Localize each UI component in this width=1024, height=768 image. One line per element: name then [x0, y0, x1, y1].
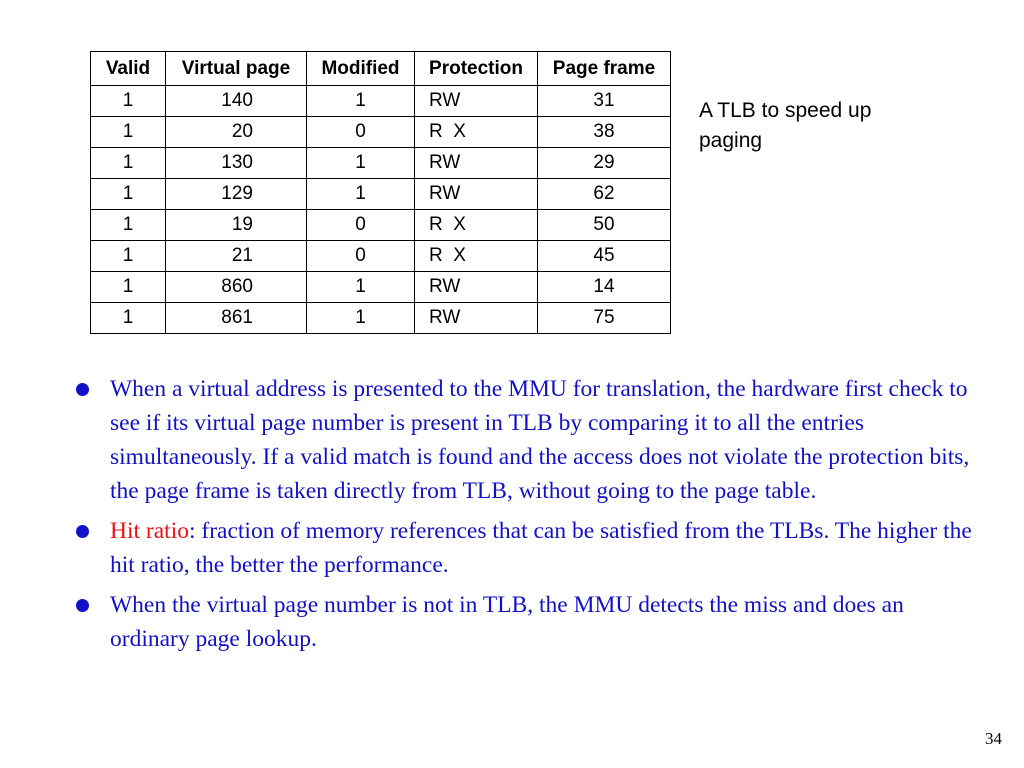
bullet-item	[72, 372, 987, 508]
cell-valid: 1	[91, 86, 166, 117]
cell-page-frame: 50	[538, 210, 671, 241]
cell-virtual-page: 130	[166, 148, 307, 179]
bullet-item	[72, 514, 987, 582]
table-row	[91, 179, 671, 210]
cell-page-frame: 75	[538, 303, 671, 334]
cell-protection: RW	[415, 272, 538, 303]
cell-modified: 1	[307, 86, 415, 117]
cell-protection: R X	[415, 210, 538, 241]
cell-virtual-page: 129	[166, 179, 307, 210]
cell-protection: RW	[415, 179, 538, 210]
cell-modified: 1	[307, 272, 415, 303]
cell-modified: 1	[307, 179, 415, 210]
cell-valid: 1	[91, 210, 166, 241]
cell-virtual-page: 860	[166, 272, 307, 303]
table-row	[91, 210, 671, 241]
table-row	[91, 86, 671, 117]
cell-virtual-page: 140	[166, 86, 307, 117]
cell-modified: 0	[307, 117, 415, 148]
cell-virtual-page: 20	[166, 117, 307, 148]
cell-page-frame: 29	[538, 148, 671, 179]
cell-protection: RW	[415, 86, 538, 117]
cell-modified: 0	[307, 210, 415, 241]
cell-valid: 1	[91, 241, 166, 272]
bullet-item	[72, 588, 987, 656]
cell-protection: RW	[415, 148, 538, 179]
cell-valid: 1	[91, 179, 166, 210]
table-row	[91, 117, 671, 148]
hit-ratio-term: Hit ratio	[110, 518, 189, 544]
table-header-row	[91, 52, 671, 86]
bullet-dot-icon	[76, 525, 89, 538]
cell-modified: 1	[307, 303, 415, 334]
cell-page-frame: 31	[538, 86, 671, 117]
cell-page-frame: 62	[538, 179, 671, 210]
cell-protection: R X	[415, 117, 538, 148]
cell-valid: 1	[91, 117, 166, 148]
table-row	[91, 148, 671, 179]
table-caption: A TLB to speed up paging	[699, 99, 872, 152]
cell-valid: 1	[91, 272, 166, 303]
bullet-dot-icon	[76, 599, 89, 612]
table-row	[91, 272, 671, 303]
cell-protection: RW	[415, 303, 538, 334]
column-header-virtual-page: Virtual page	[166, 52, 307, 86]
cell-page-frame: 45	[538, 241, 671, 272]
table-row	[91, 303, 671, 334]
bullet-text: : fraction of memory references that can be satisfied from the TLBs. The higher the hit ratio, the better the performance.	[110, 518, 972, 578]
bullet-text: When a virtual address is presented to the MMU for translation, the hardware first check to see if its virtual page number is present in TLB by comparing it to all the entries simultaneously. If a valid match is found and the access does not violate the protection bits, the page frame is taken directly from TLB, without going to the page table.	[110, 376, 970, 504]
column-header-page-frame: Page frame	[538, 52, 671, 86]
bullet-list	[72, 372, 987, 662]
cell-virtual-page: 21	[166, 241, 307, 272]
cell-modified: 0	[307, 241, 415, 272]
cell-modified: 1	[307, 148, 415, 179]
column-header-modified: Modified	[307, 52, 415, 86]
bullet-text: When the virtual page number is not in TLB, the MMU detects the miss and does an ordinary page lookup.	[110, 592, 904, 652]
tlb-table	[90, 51, 671, 334]
cell-valid: 1	[91, 148, 166, 179]
bullet-dot-icon	[76, 383, 89, 396]
cell-page-frame: 38	[538, 117, 671, 148]
column-header-valid: Valid	[91, 52, 166, 86]
cell-protection: R X	[415, 241, 538, 272]
table-row	[91, 241, 671, 272]
page-number: 34	[985, 729, 1002, 748]
cell-page-frame: 14	[538, 272, 671, 303]
cell-valid: 1	[91, 303, 166, 334]
cell-virtual-page: 861	[166, 303, 307, 334]
cell-virtual-page: 19	[166, 210, 307, 241]
column-header-protection: Protection	[415, 52, 538, 86]
